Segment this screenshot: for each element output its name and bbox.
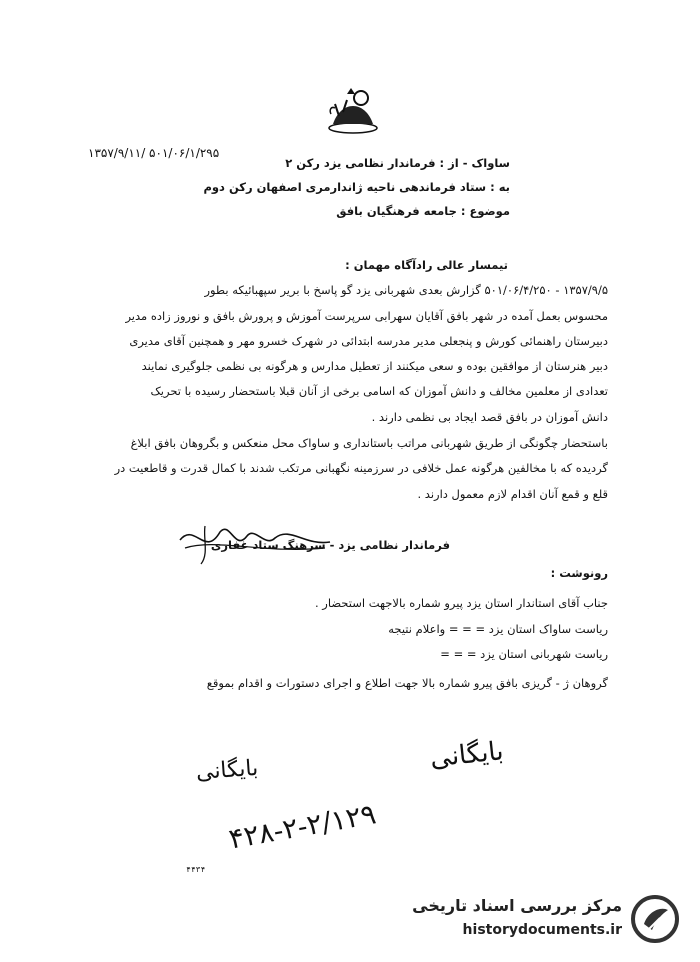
- body-line: باستحضار چگونگی از طریق شهربانی مراتب باستانداری و ساواک محل منعکس و بگروهان بافق ابلاغ: [130, 436, 608, 450]
- lion-and-sun-emblem-icon: [327, 86, 379, 134]
- handwritten-file-number: ۴۲۸-۲-۲/۱۲۹: [226, 797, 379, 856]
- copy-recipient: ریاست ساواک استان یزد = = = واعلام نتیجه: [388, 622, 608, 636]
- handwritten-note-left: بایگانی: [195, 755, 260, 786]
- addressee-to: به : ستاد فرماندهی ناحیه ژاندارمری اصفهان رکن دوم: [203, 180, 510, 194]
- body-line: دانش آموزان در بافق قصد ایجاد بی نظمی دارند .: [371, 410, 608, 424]
- page-stamp: ۴۴۳۴: [186, 865, 206, 874]
- salutation: تیمسار عالی رادآگاه مهمان :: [345, 258, 508, 272]
- footer-url[interactable]: historydocuments.ir: [462, 922, 622, 938]
- body-line: محسوس بعمل آمده در شهر بافق آقایان سهرابی سرپرست آموزش و پرورش بافق و نوروز زاده مدیر: [125, 309, 608, 323]
- handwritten-note-right: بایگانی: [428, 736, 505, 774]
- footer-org-name: مرکز بررسی اسناد تاریخی: [412, 896, 622, 915]
- copy-recipient: گروهان ژ - گریزی بافق پیرو شماره بالا جهت اطلاع و اجرای دستورات و اقدام بموقع: [206, 676, 608, 690]
- addressee-from: ساواک - از : فرماندار نظامی یزد رکن ۲: [285, 156, 510, 170]
- copy-recipient: جناب آقای استاندار استان یزد پیرو شماره بالاجهت استحضار .: [314, 596, 608, 610]
- subject-line: موضوع : جامعه فرهنگیان بافق: [336, 204, 510, 218]
- body-line: دبیر هنرستان از موافقین بوده و سعی میکنند از تعطیل مدارس و هرگونه بی نظمی جلوگیری نمایند: [141, 359, 608, 373]
- reference-number: ۱۳۵۷/۹/۱۱/ ۵۰۱/۰۶/۱/۲۹۵: [88, 146, 220, 160]
- body-line: قلع و قمع آنان اقدام لازم معمول دارند .: [417, 487, 608, 501]
- copies-header: رونوشت :: [550, 566, 608, 580]
- body-line: تعدادی از معلمین مخالف و دانش آموزان که اسامی برخی از آنان قبلا باستحضار رسیده با تحریک: [150, 384, 608, 398]
- handwritten-signature-icon: [175, 518, 335, 568]
- body-line: دبیرستان راهنمائی کورش و پنجعلی مدیر مدرسه ابتدائی در شهرک خسرو مهر و همچنین آقای مدیری: [129, 334, 608, 348]
- document-center-logo-icon: [630, 894, 680, 944]
- copy-recipient: ریاست شهربانی استان یزد = = =: [440, 647, 608, 661]
- body-line: گردیده که با مخالفین هرگونه عمل خلافی در سرزمینه نگهبانی مرتکب شدند با کمال قدرت و قاطعیت در: [114, 461, 608, 475]
- body-line: ۱۳۵۷/۹/۵ - ۵۰۱/۰۶/۴/۲۵۰ گزارش بعدی شهربانی یزد گو پاسخ با بریر سپهبائیکه بطور: [204, 283, 608, 297]
- footer-watermark: [396, 888, 686, 952]
- signature-line: فرماندار نظامی یزد - سرهنگ ستاد غفاری: [210, 538, 450, 552]
